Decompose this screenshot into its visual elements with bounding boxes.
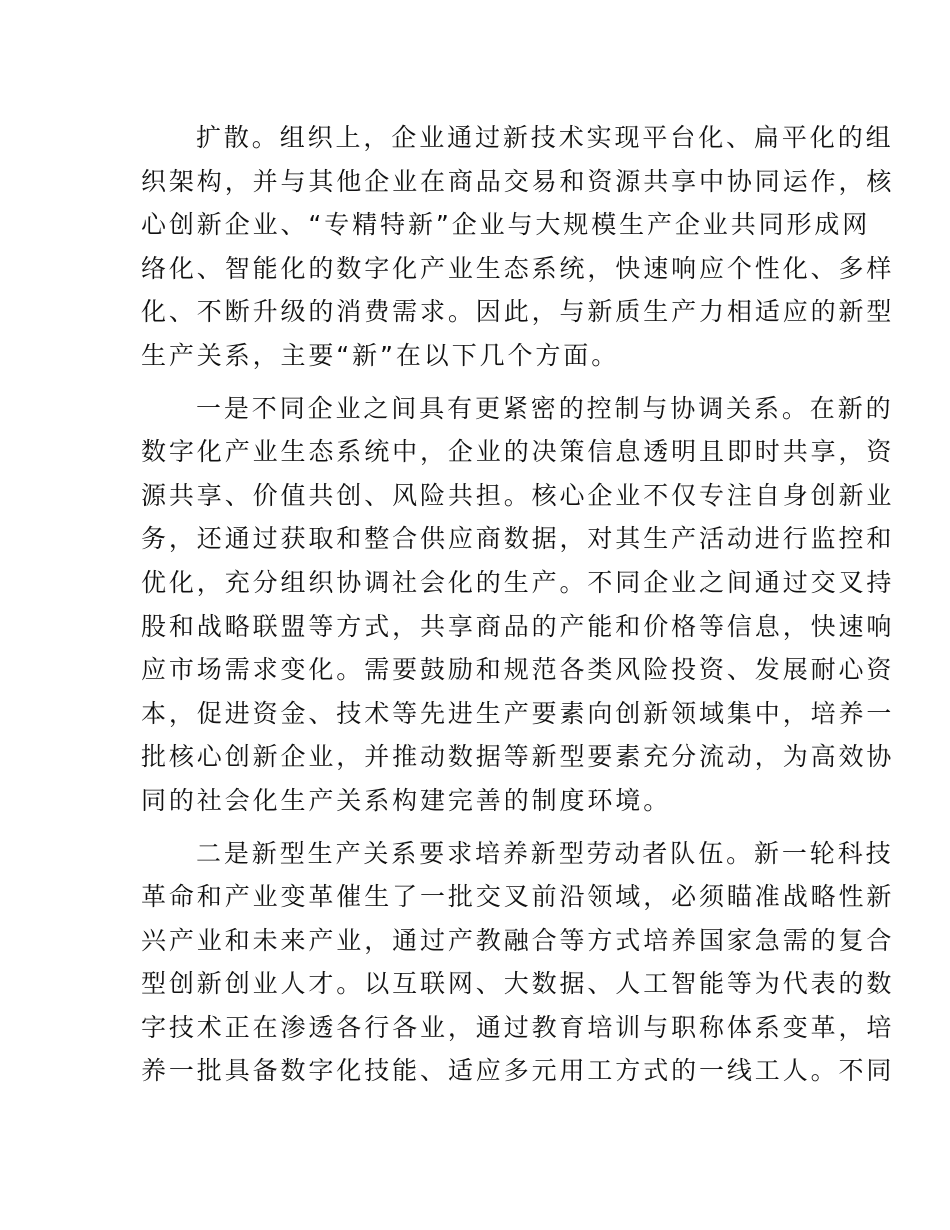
document-body — [141, 116, 895, 1102]
text-line: 务，还通过获取和整合供应商数据，对其生产活动进行监控和 — [141, 524, 895, 554]
paragraph-2 — [141, 387, 895, 823]
text-line: 优化，充分组织协调社会化的生产。不同企业之间通过交叉持 — [141, 567, 895, 597]
text-line: 心创新企业、“专精特新”企业与大规模生产企业共同形成网 — [141, 210, 871, 240]
text-line: 型创新创业人才。以互联网、大数据、人工智能等为代表的数 — [141, 969, 895, 999]
paragraph-1 — [141, 116, 895, 378]
text-line: 一是不同企业之间具有更紧密的控制与协调关系。在新的 — [196, 393, 894, 423]
text-line: 兴产业和未来产业，通过产教融合等方式培养国家急需的复合 — [141, 925, 895, 955]
text-line: 织架构，并与其他企业在商品交易和资源共享中协同运作，核 — [141, 166, 895, 196]
text-line: 应市场需求变化。需要鼓励和规范各类风险投资、发展耐心资 — [141, 655, 895, 685]
text-line: 批核心创新企业，并推动数据等新型要素充分流动，为高效协 — [141, 742, 895, 772]
text-line: 化、不断升级的消费需求。因此，与新质生产力相适应的新型 — [141, 297, 895, 327]
text-line: 养一批具备数字化技能、适应多元用工方式的一线工人。不同 — [141, 1056, 895, 1086]
text-line: 生产关系，主要“新”在以下几个方面。 — [141, 340, 620, 370]
text-line: 字技术正在渗透各行各业，通过教育培训与职称体系变革，培 — [141, 1012, 895, 1042]
text-line: 数字化产业生态系统中，企业的决策信息透明且即时共享，资 — [141, 437, 895, 467]
text-line: 源共享、价值共创、风险共担。核心企业不仅专注自身创新业 — [141, 480, 895, 510]
text-line: 扩散。组织上，企业通过新技术实现平台化、扁平化的组 — [196, 123, 894, 152]
text-line: 股和战略联盟等方式，共享商品的产能和价格等信息，快速响 — [141, 611, 895, 641]
text-line: 同的社会化生产关系构建完善的制度环境。 — [141, 785, 672, 815]
text-line: 本，促进资金、技术等先进生产要素向创新领域集中，培养一 — [141, 698, 895, 728]
text-line: 革命和产业变革催生了一批交叉前沿领域，必须瞄准战略性新 — [141, 882, 895, 912]
text-line: 络化、智能化的数字化产业生态系统，快速响应个性化、多样 — [141, 253, 895, 283]
paragraph-3 — [141, 832, 895, 1094]
text-line: 二是新型生产关系要求培养新型劳动者队伍。新一轮科技 — [196, 838, 894, 868]
